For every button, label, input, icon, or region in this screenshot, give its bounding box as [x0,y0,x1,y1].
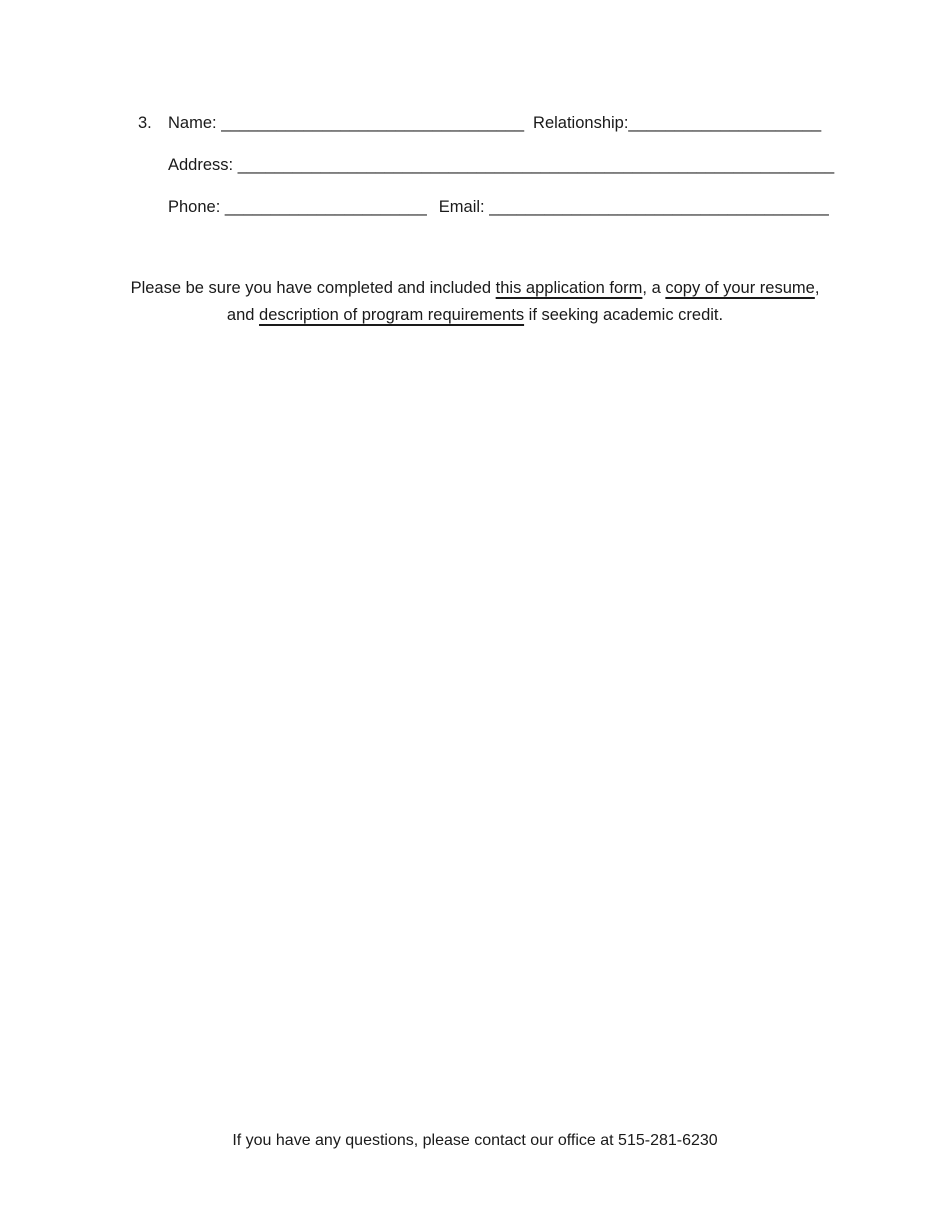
address-label: Address: [168,156,234,174]
footer-contact-note [0,1130,950,1152]
relationship-blank-line: _____________________ [628,114,822,132]
address-blank-line: _________________________________________________________________ [237,156,835,174]
email-label: Email: [438,198,485,216]
reference-entry-3 [0,0,950,218]
phone-label: Phone: [168,198,221,216]
name-label: Name: [168,114,217,132]
phone-email-line [138,196,910,218]
email-blank-line: _____________________________________ [489,198,829,216]
note-text-4: and [226,306,260,324]
note-text-3: , [814,279,820,297]
completion-instructions-note [40,275,910,329]
name-relationship-line [138,112,910,134]
name-blank-line: _________________________________ [221,114,525,132]
underlined-phrase-copy-of-resume: copy of your resume [665,279,815,297]
list-item-number: 3. [138,114,152,132]
note-text-2: , a [642,279,666,297]
address-line [138,154,910,176]
underlined-phrase-program-requirements: description of program requirements [259,306,525,324]
phone-blank-line: ______________________ [224,198,427,216]
relationship-label: Relationship: [533,114,629,132]
note-text-1: Please be sure you have completed and included [130,279,496,297]
underlined-phrase-application-form: this application form [495,279,643,297]
footer-text: If you have any questions, please contact our office at 515-281-6230 [232,1132,718,1149]
note-text-5: if seeking academic credit. [524,306,724,324]
